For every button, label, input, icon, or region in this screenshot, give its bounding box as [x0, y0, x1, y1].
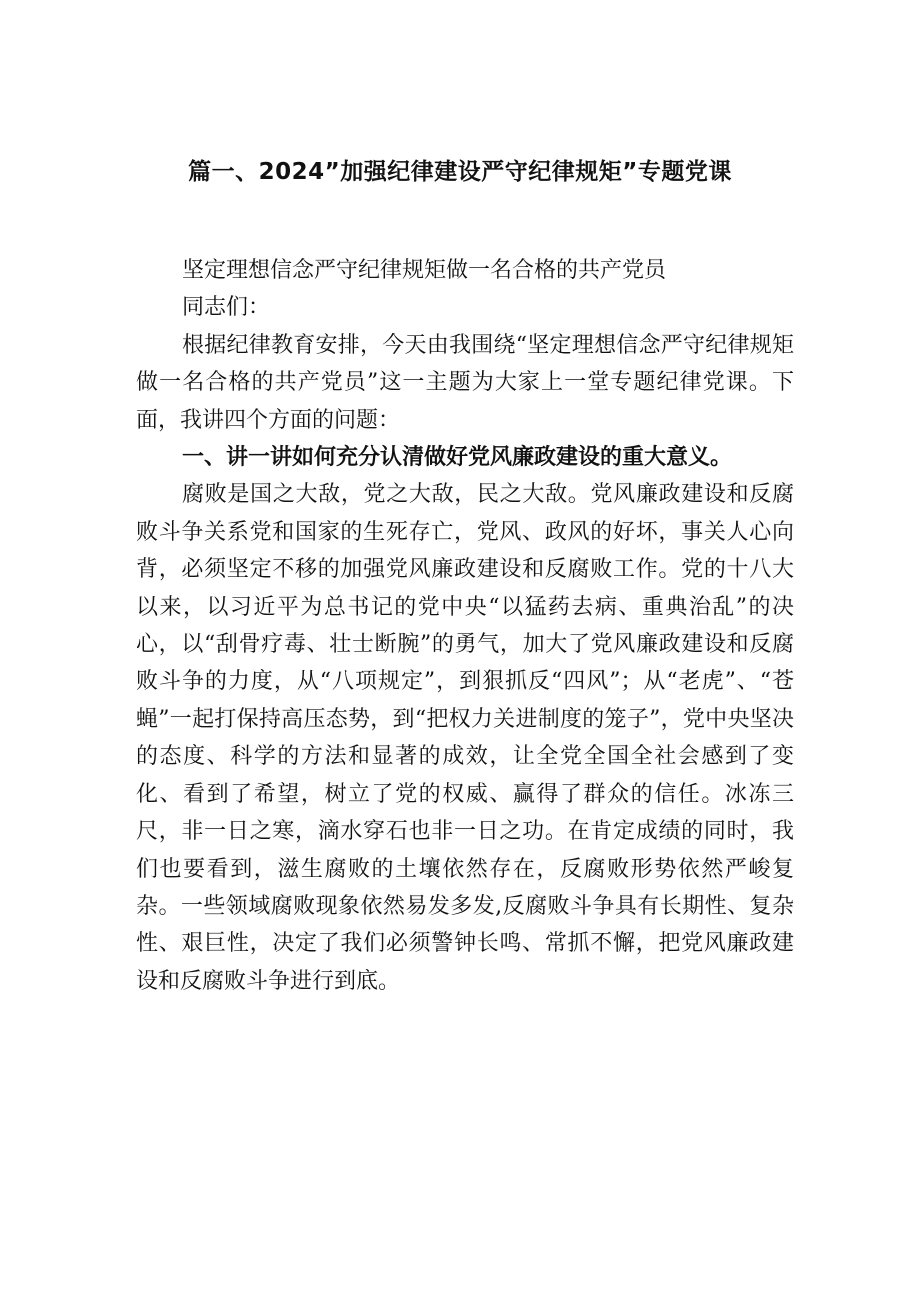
document-body [136, 252, 794, 1000]
salutation: 同志们： [182, 295, 271, 321]
document-subtitle: 坚定理想信念严守纪律规矩做一名合格的共产党员 [182, 258, 667, 283]
intro-paragraph: 根据纪律教育安排，今天由我围绕“坚定理想信念严守纪律规矩做一名合格的共产党员”这一主题为大家上一堂专题纪律党课。下面，我讲四个方面的问题： [136, 332, 794, 433]
body-paragraph: 腐败是国之大敌，党之大敌，民之大敌。党风廉政建设和反腐败斗争关系党和国家的生死存亡，党风、政风的好坏，事关人心向背，必须坚定不移的加强党风廉政建设和反腐败工作。党的十八大以来，以习近平为总书记的党中央“以猛药去病、重典治乱”的决心，以“刮骨疗毒、壮士断腕”的勇气，加大了党风廉政建设和反腐败斗争的力度，从“八项规定”，到狠抓反“四风”；从“老虎”、“苍蝇”一起打保持高压态势，到“把权力关进制度的笼子”，党中央坚决的态度、科学的方法和显著的成效，让全党全国全社会感到了变化、看到了希望，树立了党的权威、赢得了群众的信任。冰冻三尺，非一日之寒，滴水穿石也非一日之功。在肯定成绩的同时，我们也要看到，滋生腐败的土壤依然存在，反腐败形势依然严峻复杂。一些领域腐败现象依然易发多发,反腐败斗争具有长期性、复杂性、艰巨性，决定了我们必须警钟长鸣、常抓不懈，把党风廉政建设和反腐败斗争进行到底。 [136, 482, 794, 994]
document-title: 篇一、2024”加强纪律建设严守纪律规矩”专题党课 [188, 159, 732, 185]
section-heading: 一、讲一讲如何充分认清做好党风廉政建设的重大意义。 [182, 445, 733, 471]
